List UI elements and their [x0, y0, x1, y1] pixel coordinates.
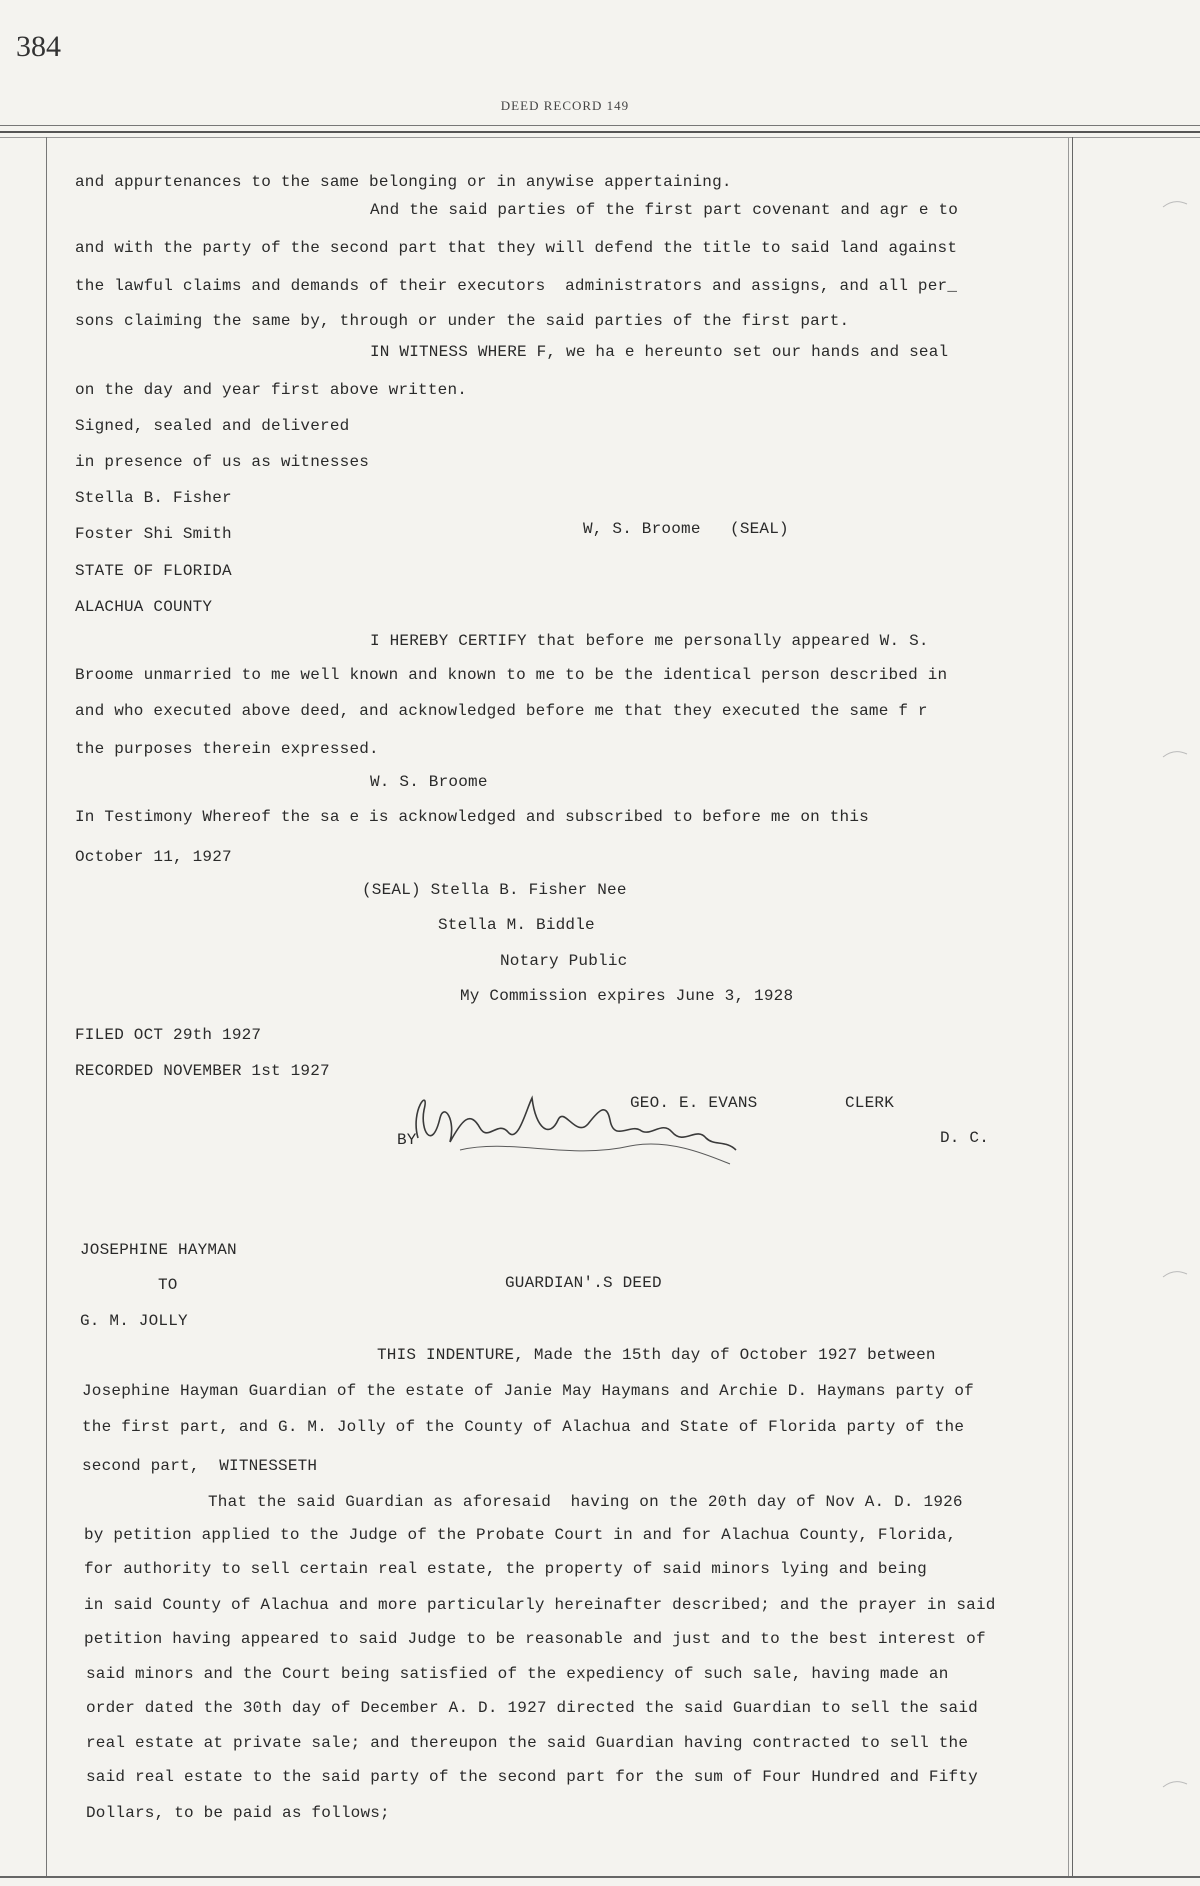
to-label: TO — [158, 1276, 178, 1294]
indenture-text-line: That the said Guardian as aforesaid having on the 20th day of Nov A. D. 1926 — [208, 1493, 963, 1511]
margin-mark-icon — [1162, 198, 1188, 208]
clerk-title: CLERK — [845, 1094, 895, 1112]
certificate-text-line: and who executed above deed, and acknowledged before me that they executed the same f r — [75, 702, 928, 720]
deed-text-line: and appurtenances to the same belonging or in anywise appertaining. — [75, 173, 732, 191]
notary-line: Notary Public — [500, 952, 628, 970]
indenture-text-line: for authority to sell certain real estate, the property of said minors lying and being — [84, 1560, 927, 1578]
deed-text-line: and with the party of the second part that they will defend the title to said land against — [75, 239, 958, 257]
deed-text-line: And the said parties of the first part covenant and agr e to — [370, 201, 959, 219]
margin-mark-icon — [1162, 748, 1188, 758]
certificate-text-line: the purposes therein expressed. — [75, 740, 379, 758]
indenture-text-line: said real estate to the said party of the second part for the sum of Four Hundred and Fifty — [86, 1768, 978, 1786]
deed-text-line: Signed, sealed and delivered — [75, 417, 350, 435]
notary-line: Stella M. Biddle — [438, 916, 595, 934]
deed-text-line: sons claiming the same by, through or under the said parties of the first part. — [75, 312, 850, 330]
page-number: 384 — [16, 30, 61, 63]
clerk-name: GEO. E. EVANS — [630, 1094, 758, 1112]
indenture-text-line: THIS INDENTURE, Made the 15th day of October 1927 between — [377, 1346, 936, 1364]
header-rule — [0, 131, 1200, 133]
indenture-text-line: real estate at private sale; and thereupon the said Guardian having contracted to sell the — [86, 1734, 969, 1752]
grantor-party: JOSEPHINE HAYMAN — [80, 1241, 237, 1259]
deed-text-line: in presence of us as witnesses — [75, 453, 370, 471]
certificate-text-line: Broome unmarried to me well known and known to me to be the identical person described in — [75, 666, 948, 684]
grantee-party: G. M. JOLLY — [80, 1312, 188, 1330]
deed-text-line: IN WITNESS WHERE F, we ha e hereunto set our hands and seal — [370, 343, 949, 361]
handwritten-signature-icon — [400, 1080, 745, 1170]
margin-mark-icon — [1162, 1778, 1188, 1788]
witness-name: Stella B. Fisher — [75, 489, 232, 507]
indenture-text-line: said minors and the Court being satisfied of the expediency of such sale, having made an — [86, 1665, 949, 1683]
right-margin-rule — [1068, 137, 1069, 1877]
header-rule — [0, 125, 1200, 126]
by-label: BY — [397, 1131, 417, 1149]
testimony-date: October 11, 1927 — [75, 848, 232, 866]
indenture-text-line: in said County of Alachua and more particularly hereinafter described; and the prayer in said — [84, 1596, 996, 1614]
header-rule — [0, 137, 1200, 138]
notary-line: (SEAL) Stella B. Fisher Nee — [362, 881, 627, 899]
left-margin-rule — [46, 137, 47, 1877]
indenture-text-line: petition having appeared to said Judge to be reasonable and just and to the best interest of — [84, 1630, 986, 1648]
witness-name: Foster Shi Smith — [75, 525, 232, 543]
deputy-clerk-label: D. C. — [940, 1129, 990, 1147]
certificate-signature: W. S. Broome — [370, 773, 488, 791]
deed-text-line: on the day and year first above written. — [75, 381, 468, 399]
county-heading: ALACHUA COUNTY — [75, 598, 213, 616]
notary-commission: My Commission expires June 3, 1928 — [460, 987, 794, 1005]
indenture-text-line: Dollars, to be paid as follows; — [86, 1804, 390, 1822]
filed-stamp: FILED OCT 29th 1927 — [75, 1026, 262, 1044]
indenture-text-line: order dated the 30th day of December A. D. 1927 directed the said Guardian to sell the said — [86, 1699, 978, 1717]
record-title: DEED RECORD 149 — [500, 98, 630, 113]
indenture-text-line: Josephine Hayman Guardian of the estate of Janie May Haymans and Archie D. Haymans party of — [82, 1382, 974, 1400]
deed-type-heading: GUARDIAN'.S DEED — [505, 1274, 662, 1292]
deed-text-line: the lawful claims and demands of their executors administrators and assigns, and all per_ — [75, 277, 958, 295]
testimony-text-line: In Testimony Whereof the sa e is acknowledged and subscribed to before me on this — [75, 808, 869, 826]
right-margin-rule — [1072, 137, 1073, 1877]
bottom-rule — [0, 1876, 1200, 1878]
indenture-text-line: the first part, and G. M. Jolly of the County of Alachua and State of Florida party of the — [82, 1418, 965, 1436]
state-heading: STATE OF FLORIDA — [75, 562, 232, 580]
certificate-text-line: I HEREBY CERTIFY that before me personally appeared W. S. — [370, 632, 929, 650]
margin-mark-icon — [1162, 1268, 1188, 1278]
indenture-text-line: second part, WITNESSETH — [82, 1457, 318, 1475]
indenture-text-line: by petition applied to the Judge of the Probate Court in and for Alachua County, Florida, — [84, 1526, 957, 1544]
grantor-signature: W, S. Broome (SEAL) — [583, 520, 789, 538]
recorded-stamp: RECORDED NOVEMBER 1st 1927 — [75, 1062, 330, 1080]
